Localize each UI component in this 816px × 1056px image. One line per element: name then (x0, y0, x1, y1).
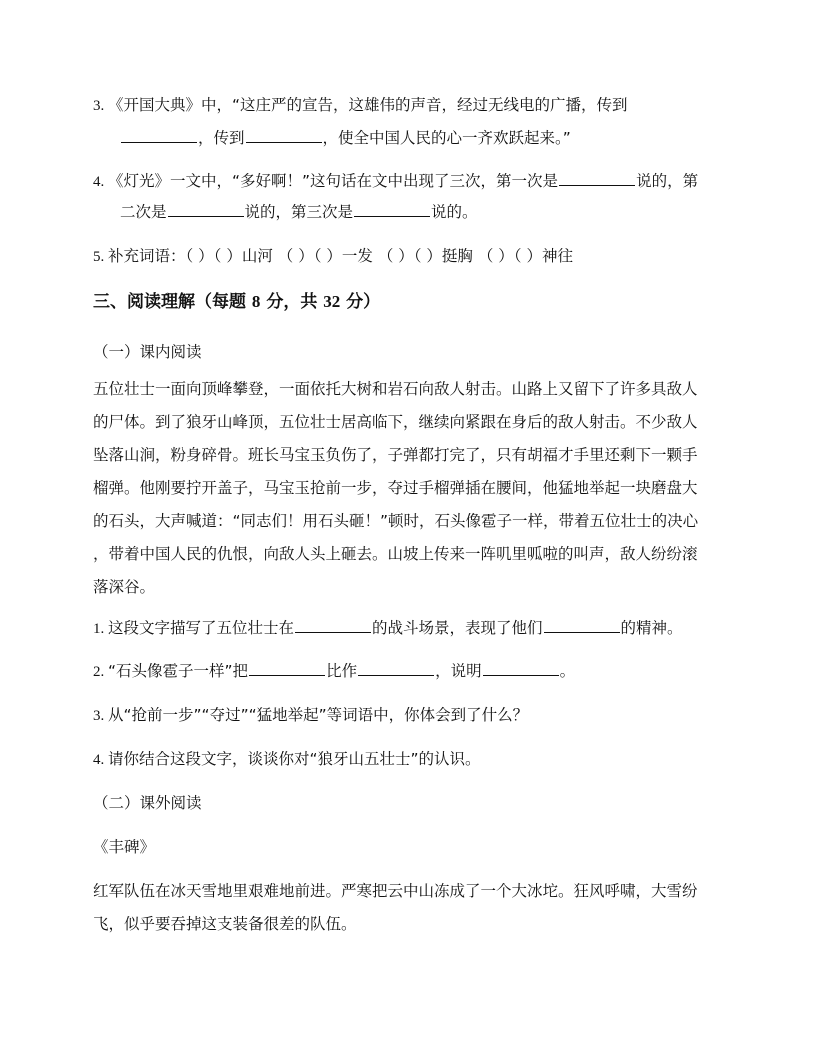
reading-question-3: 3. 从“抢前一步”“夺过”“猛地举起”等词语中，你体会到了什么？ (93, 706, 529, 724)
answer-blank[interactable] (295, 618, 371, 633)
reading-question-2: 2. “石头像雹子一样”把 比作 ，说明 。 (93, 662, 576, 680)
passage-line: 飞，似乎要吞掉这支装备很差的队伍。 (93, 915, 357, 933)
passage-line: 红军队伍在冰天雪地里艰难地前进。严寒把云中山冻成了一个大冰坨。狂风呼啸，大雪纷 (93, 882, 698, 900)
answer-blank[interactable] (246, 128, 322, 143)
answer-blank[interactable] (358, 661, 434, 676)
question-3-line-1: 3. 《开国大典》中，“这庄严的宣告，这雄伟的声音，经过无线电的广播，传到 (93, 96, 628, 114)
part-1-heading: （一）课内阅读 (93, 343, 202, 361)
answer-blank[interactable] (249, 661, 325, 676)
answer-blank[interactable] (483, 661, 559, 676)
passage-line: 落深谷。 (93, 578, 156, 596)
reading-question-1: 1. 这段文字描写了五位壮士在 的战斗场景，表现了他们 的精神。 (93, 619, 683, 637)
answer-blank[interactable] (168, 202, 244, 217)
passage-line: 坠落山涧，粉身碎骨。班长马宝玉负伤了，子弹都打完了，只有胡福才手里还剩下一颗手 (93, 446, 698, 464)
passage-line: 五位壮士一面向顶峰攀登，一面依托大树和岩石向敌人射击。山路上又留下了许多具敌人 (93, 380, 698, 398)
passage-line: 的尸体。到了狼牙山峰顶，五位壮士居高临下，继续向紧跟在身后的敌人射击。不少敌人 (93, 413, 698, 431)
question-4-line-1: 4. 《灯光》一文中，“多好啊！”这句话在文中出现了三次，第一次是 说的，第 (93, 172, 699, 190)
section-3-title: 三、阅读理解（每题 8 分，共 32 分） (93, 292, 381, 312)
question-4-line-2: 二次是 说的，第三次是 说的。 (120, 203, 478, 221)
passage-line: ，带着中国人民的仇恨，向敌人头上砸去。山坡上传来一阵叽里呱啦的叫声，敌人纷纷滚 (93, 545, 698, 563)
answer-blank[interactable] (354, 202, 430, 217)
reading-question-4: 4. 请你结合这段文字，谈谈你对“狼牙山五壮士”的认识。 (93, 750, 481, 768)
passage-line: 的石头，大声喊道：“同志们！用石头砸！”顿时，石头像雹子一样，带着五位壮士的决心 (93, 512, 699, 530)
answer-blank[interactable] (121, 128, 197, 143)
part-2-heading: （二）课外阅读 (93, 794, 202, 812)
question-5: 5. 补充词语：（ ）（ ）山河 （ ）（ ）一发 （ ）（ ）挺胸 （ ）（ ）神往 (93, 247, 573, 265)
question-3-line-2: ，传到 ，使全中国人民的心一齐欢跃起来。” (120, 127, 760, 149)
passage-line: 榴弹。他刚要拧开盖子，马宝玉抢前一步，夺过手榴弹插在腰间，他猛地举起一块磨盘大 (93, 479, 698, 497)
passage-2-title: 《丰碑》 (93, 838, 156, 856)
answer-blank[interactable] (544, 618, 620, 633)
answer-blank[interactable] (559, 171, 635, 186)
